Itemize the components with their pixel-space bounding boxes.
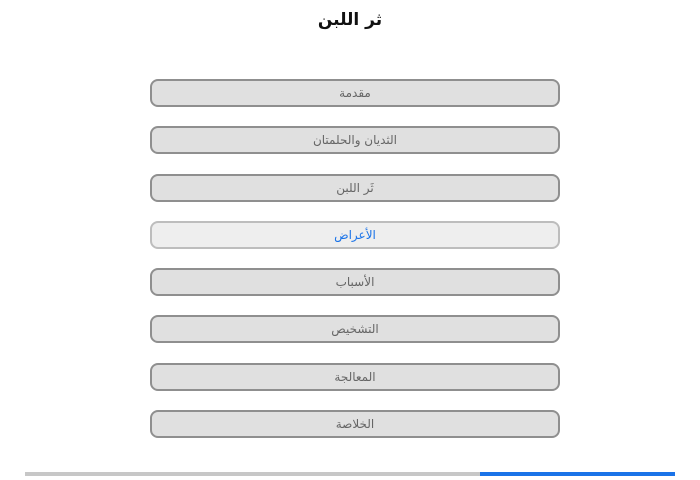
menu-item-breasts-nipples[interactable]: الثديان والحلمتان	[150, 126, 560, 154]
menu-item-summary[interactable]: الخلاصة	[150, 410, 560, 438]
chapter-menu	[150, 79, 560, 457]
menu-item-causes[interactable]: الأسباب	[150, 268, 560, 296]
menu-item-diagnosis[interactable]: التشخيص	[150, 315, 560, 343]
page-title: ثر اللبن	[317, 10, 383, 30]
menu-item-introduction[interactable]: مقدمة	[150, 79, 560, 107]
progress-fill	[480, 472, 675, 476]
menu-item-treatment[interactable]: المعالجة	[150, 363, 560, 391]
progress-bar	[25, 472, 675, 476]
menu-item-galactorrhea[interactable]: ثَر اللبن	[150, 174, 560, 202]
menu-item-symptoms[interactable]: الأعراض	[150, 221, 560, 249]
